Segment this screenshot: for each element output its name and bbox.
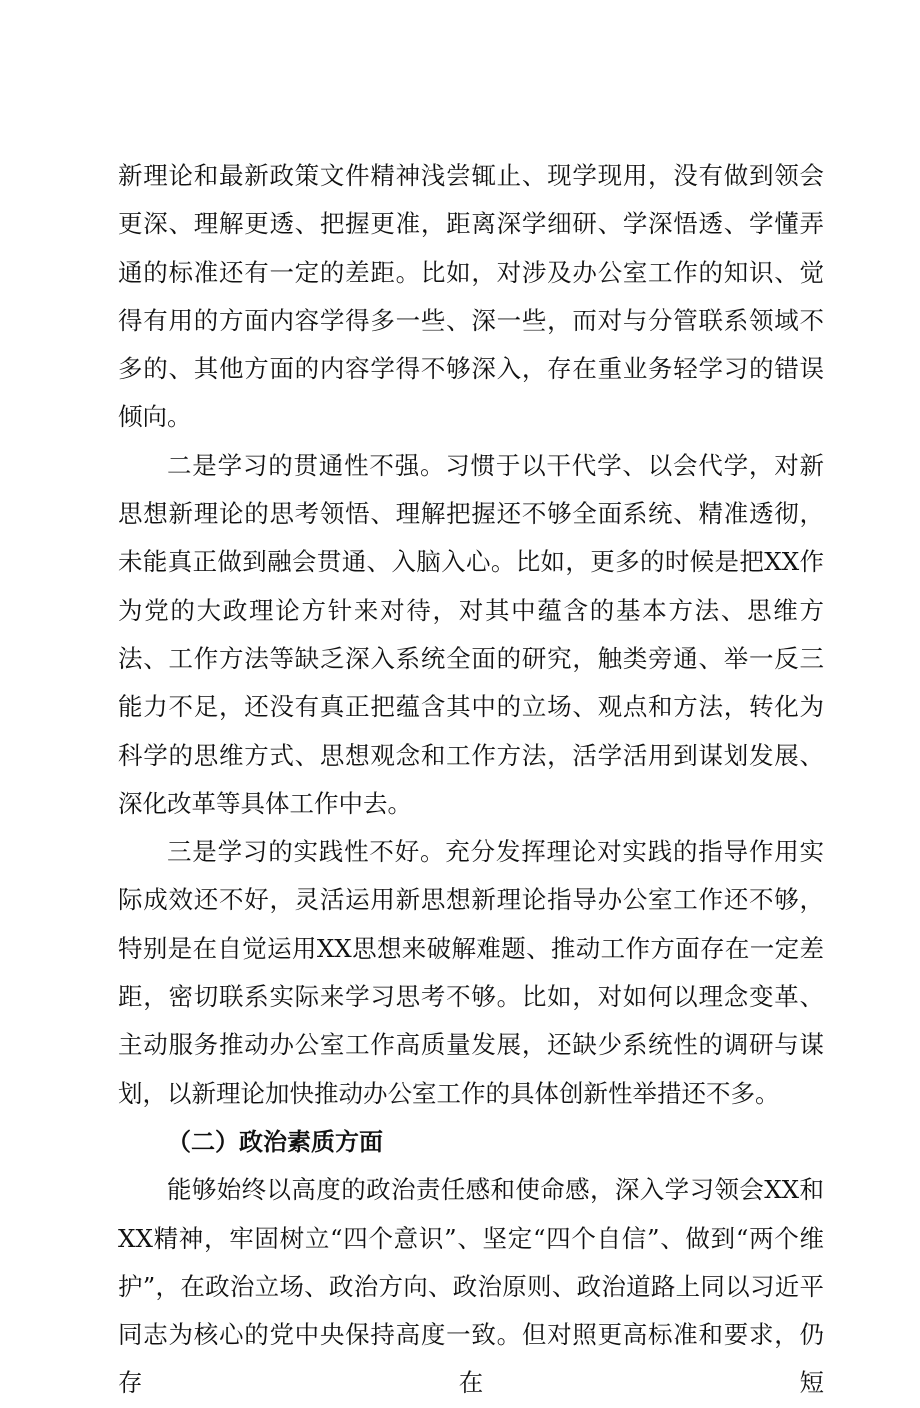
- section-heading-political-quality: （二）政治素质方面: [167, 1127, 383, 1156]
- paragraph-learning-coherence: 二是学习的贯通性不强。习惯于以干代学、以会代学，对新思想新理论的思考领悟、理解把握还不够全面系统、精准透彻，未能真正做到融会贯通、入脑入心。比如，更多的时候是把XX作为党的大政理论方针来对待，对其中蕴含的基本方法、思维方法、工作方法等缺乏深入系统全面的研究，触类旁通、举一反三能力不足，还没有真正把蕴含其中的立场、观点和方法，转化为科学的思维方式、思想观念和工作方法，活学活用到谋划发展、深化改革等具体工作中去。: [118, 450, 824, 818]
- paragraph-continuation: 新理论和最新政策文件精神浅尝辄止、现学现用，没有做到领会更深、理解更透、把握更准，距离深学细研、学深悟透、学懂弄通的标准还有一定的差距。比如，对涉及办公室工作的知识、觉得有用的方面内容学得多一些、深一些，而对与分管联系领域不多的、其他方面的内容学得不够深入，存在重业务轻学习的错误倾向。: [118, 161, 824, 432]
- paragraph-learning-practice: 三是学习的实践性不好。充分发挥理论对实践的指导作用实际成效还不好，灵活运用新思想新理论指导办公室工作还不够，特别是在自觉运用XX思想来破解难题、推动工作方面存在一定差距，密切联系实际来学习思考不够。比如，对如何以理念变革、主动服务推动办公室工作高质量发展，还缺少系统性的调研与谋划，以新理论加快推动办公室工作的具体创新性举措还不多。: [118, 837, 824, 1108]
- document-body: [118, 152, 824, 1408]
- paragraph-political-quality: 能够始终以高度的政治责任感和使命感，深入学习领会XX和XX精神，牢固树立“四个意识”、坚定“四个自信”、做到“两个维护”，在政治立场、政治方向、政治原则、政治道路上同以习近平同志为核心的党中央保持高度一致。但对照更高标准和要求，仍存在短: [118, 1175, 824, 1398]
